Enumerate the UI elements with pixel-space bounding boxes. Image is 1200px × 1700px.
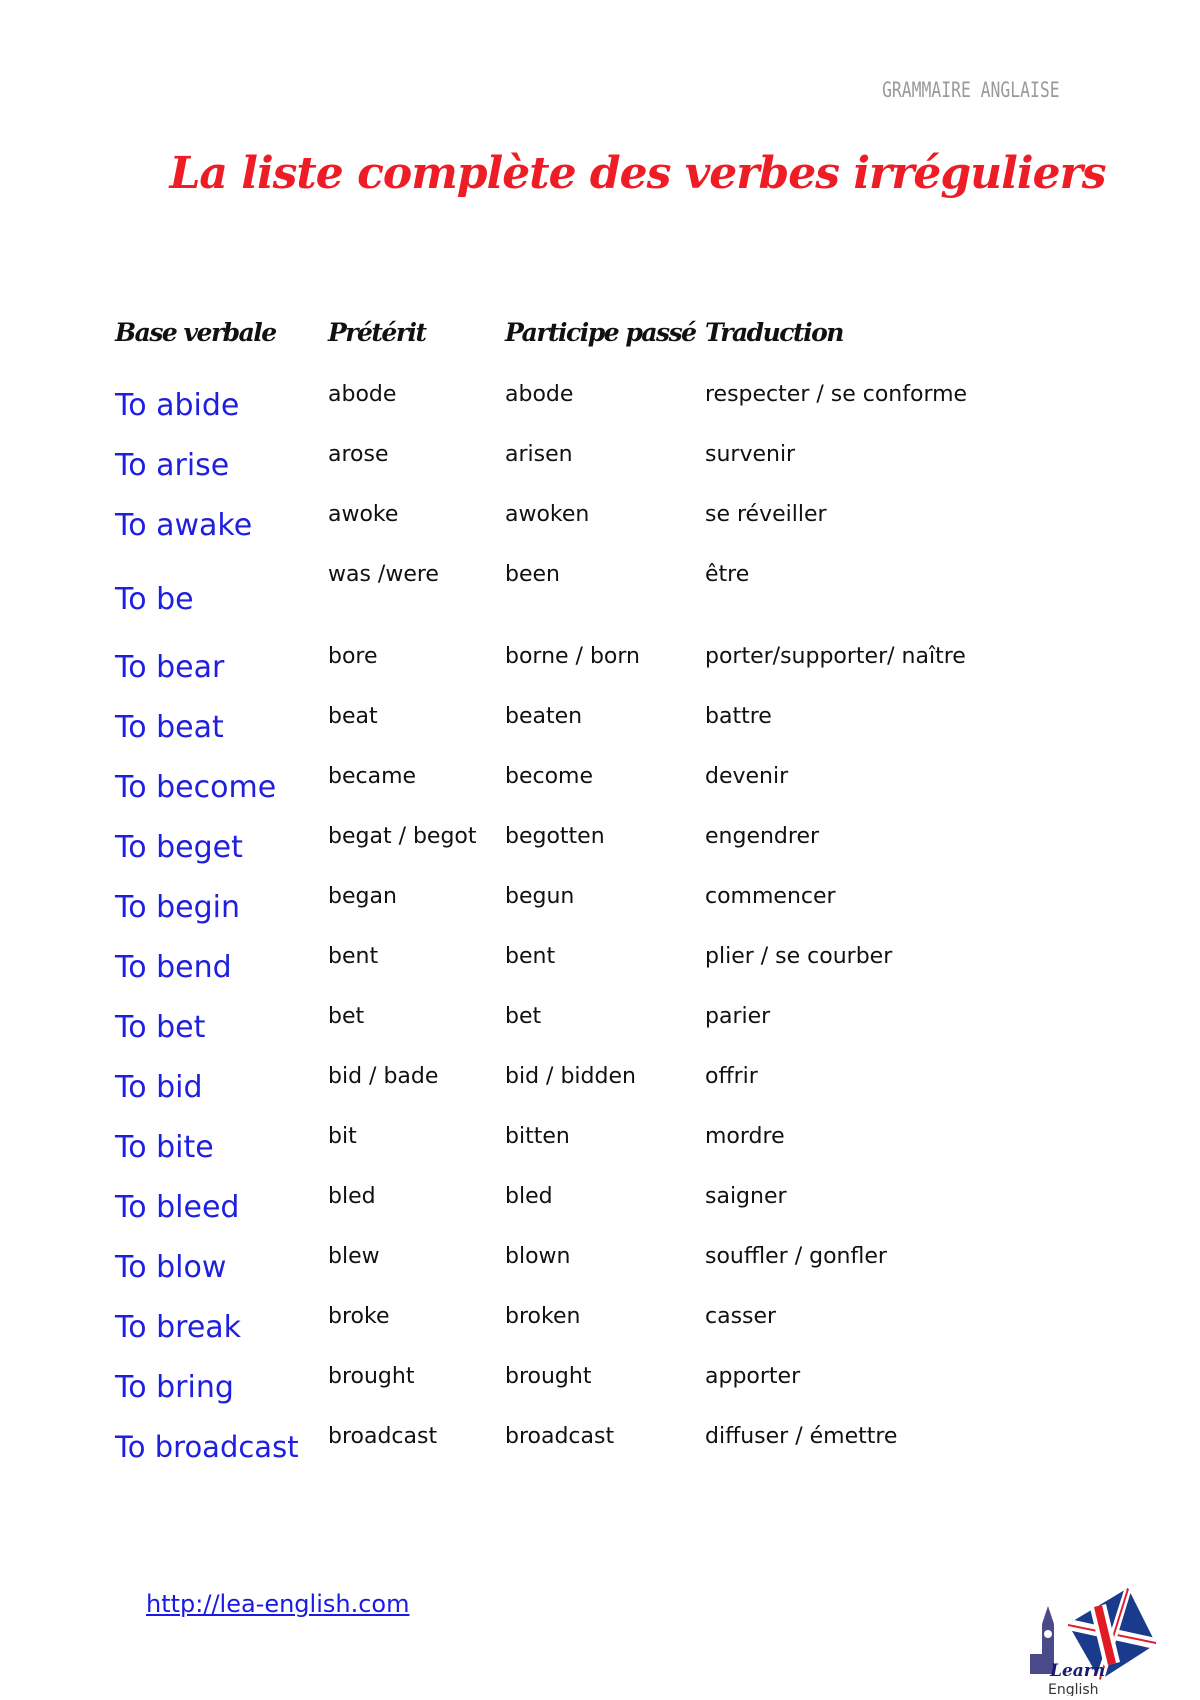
verb-preterit: blew — [328, 1244, 380, 1269]
page-title: La liste complète des verbes irréguliers — [169, 148, 1106, 199]
verb-traduction: saigner — [705, 1184, 787, 1209]
svg-text:Learn: Learn — [1050, 1661, 1106, 1681]
verb-participe: borne / born — [505, 644, 640, 669]
verb-base: To be — [115, 582, 194, 617]
website-link[interactable]: http://lea-english.com — [146, 1590, 410, 1618]
verb-preterit: broadcast — [328, 1424, 438, 1449]
verb-traduction: apporter — [705, 1364, 801, 1389]
verb-base: To bite — [115, 1130, 214, 1165]
column-header-participe: Participe passé — [505, 318, 696, 347]
verb-base: To beget — [115, 830, 243, 865]
verb-preterit: bore — [328, 644, 378, 669]
table-row — [0, 382, 1200, 442]
verb-base: To become — [115, 770, 277, 805]
table-row — [0, 502, 1200, 562]
table-row — [0, 824, 1200, 884]
verb-traduction: mordre — [705, 1124, 785, 1149]
verb-base: To awake — [115, 508, 253, 543]
verb-traduction: survenir — [705, 442, 796, 467]
verb-base: To beat — [115, 710, 224, 745]
verb-participe: arisen — [505, 442, 573, 467]
verb-traduction: souffler / gonfler — [705, 1244, 887, 1269]
column-header-base: Base verbale — [115, 318, 276, 347]
verb-traduction: engendrer — [705, 824, 820, 849]
table-row — [0, 562, 1200, 638]
table-row — [0, 1124, 1200, 1184]
table-row — [0, 1424, 1200, 1484]
svg-text:English: English — [1048, 1682, 1099, 1696]
verb-preterit: bit — [328, 1124, 357, 1149]
verb-traduction: offrir — [705, 1064, 758, 1089]
verb-participe: become — [505, 764, 594, 789]
verb-participe: beaten — [505, 704, 583, 729]
verb-preterit: awoke — [328, 502, 399, 527]
verb-preterit: bent — [328, 944, 379, 969]
verb-base: To bring — [115, 1370, 234, 1405]
table-row — [0, 1244, 1200, 1304]
table-row — [0, 1064, 1200, 1124]
verb-participe: broken — [505, 1304, 581, 1329]
verb-participe: begotten — [505, 824, 605, 849]
verb-preterit: bet — [328, 1004, 365, 1029]
verb-base: To arise — [115, 448, 230, 483]
verb-traduction: devenir — [705, 764, 789, 789]
verb-base: To break — [115, 1310, 242, 1345]
verb-traduction: plier / se courber — [705, 944, 893, 969]
table-row — [0, 944, 1200, 1004]
table-row — [0, 764, 1200, 824]
verb-participe: bitten — [505, 1124, 570, 1149]
verb-traduction: commencer — [705, 884, 836, 909]
verb-preterit: brought — [328, 1364, 415, 1389]
verb-preterit: abode — [328, 382, 397, 407]
table-row — [0, 442, 1200, 502]
table-row — [0, 884, 1200, 944]
sign-text — [1048, 1661, 1105, 1696]
verb-preterit: beat — [328, 704, 378, 729]
verb-traduction: se réveiller — [705, 502, 827, 527]
verb-preterit: begat / begot — [328, 824, 477, 849]
column-header-preterit: Prétérit — [328, 318, 426, 347]
verb-traduction: être — [705, 562, 750, 587]
verb-preterit: broke — [328, 1304, 390, 1329]
verb-participe: bid / bidden — [505, 1064, 636, 1089]
verb-base: To bear — [115, 650, 225, 685]
verb-base: To bet — [115, 1010, 206, 1045]
verb-participe: bet — [505, 1004, 542, 1029]
verb-base: To bend — [115, 950, 232, 985]
verb-base: To abide — [115, 388, 240, 423]
verb-participe: broadcast — [505, 1424, 615, 1449]
verb-base: To bid — [115, 1070, 203, 1105]
verb-traduction: respecter / se conforme — [705, 382, 968, 407]
verb-preterit: bled — [328, 1184, 376, 1209]
verb-participe: awoken — [505, 502, 590, 527]
learn-english-logo — [1028, 1584, 1158, 1696]
verb-base: To broadcast — [115, 1430, 299, 1464]
verb-traduction: battre — [705, 704, 772, 729]
verb-base: To bleed — [115, 1190, 240, 1225]
verb-preterit: was /were — [328, 562, 439, 587]
verb-participe: brought — [505, 1364, 592, 1389]
verb-participe: begun — [505, 884, 575, 909]
table-row — [0, 1364, 1200, 1424]
verb-traduction: diffuser / émettre — [705, 1424, 898, 1449]
verb-traduction: porter/supporter/ naître — [705, 644, 966, 669]
verb-base: To blow — [115, 1250, 227, 1285]
table-row — [0, 1004, 1200, 1064]
verb-participe: abode — [505, 382, 574, 407]
table-row — [0, 644, 1200, 704]
verb-participe: been — [505, 562, 560, 587]
table-row — [0, 1304, 1200, 1364]
verb-preterit: became — [328, 764, 417, 789]
section-label: GRAMMAIRE ANGLAISE — [882, 78, 1060, 102]
table-row — [0, 1184, 1200, 1244]
verb-preterit: began — [328, 884, 397, 909]
verb-preterit: arose — [328, 442, 389, 467]
verb-traduction: casser — [705, 1304, 777, 1329]
verb-participe: bent — [505, 944, 556, 969]
verb-participe: blown — [505, 1244, 571, 1269]
table-row — [0, 704, 1200, 764]
verb-traduction: parier — [705, 1004, 771, 1029]
verb-preterit: bid / bade — [328, 1064, 439, 1089]
verb-base: To begin — [115, 890, 241, 925]
column-header-traduction: Traduction — [705, 318, 843, 347]
verb-participe: bled — [505, 1184, 553, 1209]
